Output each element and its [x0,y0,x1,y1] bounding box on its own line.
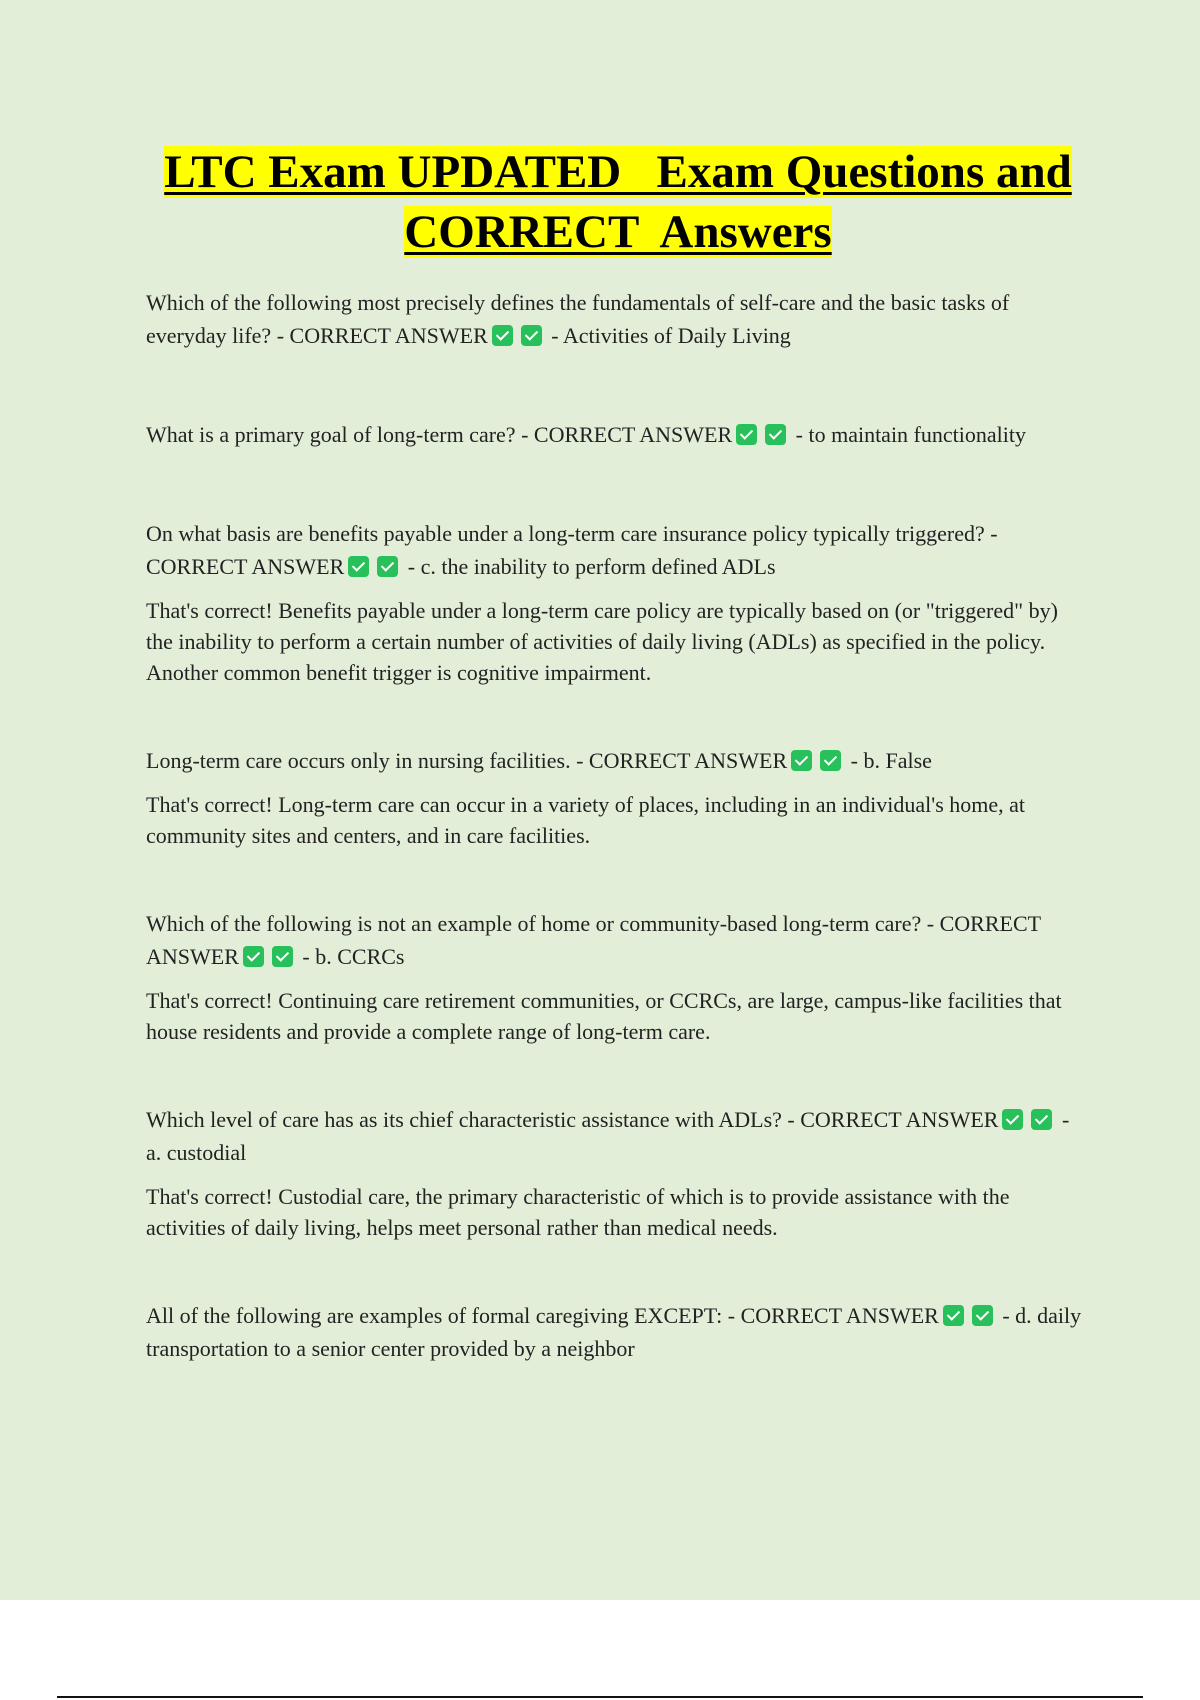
qa-question [146,286,1090,352]
correct-answer-marker: CORRECT ANSWER [588,748,788,773]
answer-text: - Activities of Daily Living [545,323,791,348]
title-line-2: CORRECT Answers [404,206,832,258]
answer-explanation: That's correct! Benefits payable under a long-term care policy are typically based on (or "triggered" by) the inability to perform a certain number of activities of daily living (ADLs) as specified in the policy. Another common benefit trigger is cognitive impairment. [146,598,1058,685]
question-text: All of the following are examples of formal caregiving EXCEPT: - [146,1303,741,1328]
qa-item-3 [146,517,1090,688]
answer-text: - b. False [845,748,932,773]
spacer [146,688,1090,744]
spacer [146,1047,1090,1103]
qa-question [146,517,1090,583]
check-mark-icon [377,556,398,577]
question-text: What is a primary goal of long-term care? - [146,422,534,447]
check-mark-icon [972,1305,993,1326]
spacer [146,451,1090,517]
answer-explanation: That's correct! Continuing care retirement communities, or CCRCs, are large, campus-like facilities that house residents and provide a complete range of long-term care. [146,988,1062,1044]
qa-item-7 [146,1299,1090,1365]
check-mark-icon [492,325,513,346]
answer-text: - b. CCRCs [296,944,405,969]
answer-text: - to maintain functionality [790,422,1026,447]
qa-question [146,418,1090,451]
title-line-1: LTC Exam UPDATED Exam Questions and [164,146,1072,198]
check-mark-icon [348,556,369,577]
question-text: Which of the following most precisely defines the fundamentals of self-care and the basic tasks of everyday life? - [146,290,1010,348]
question-text: On what basis are benefits payable under a long-term care insurance policy typically triggered? - [146,521,998,546]
spacer [146,1243,1090,1299]
document-content [146,142,1090,1365]
check-mark-icon [736,424,757,445]
check-mark-icon [943,1305,964,1326]
check-mark-icon [521,325,542,346]
qa-question [146,744,1090,777]
check-mark-icon [820,750,841,771]
spacer [146,851,1090,907]
spacer [146,352,1090,418]
qa-item-6 [146,1103,1090,1243]
qa-question [146,907,1090,973]
correct-answer-marker: CORRECT ANSWER [800,1107,999,1132]
check-mark-icon [791,750,812,771]
qa-item-1 [146,286,1090,352]
answer-explanation: That's correct! Custodial care, the primary characteristic of which is to provide assistance with the activities of daily living, helps meet personal rather than medical needs. [146,1184,1010,1240]
check-mark-icon [765,424,786,445]
check-mark-icon [1002,1109,1023,1130]
correct-answer-marker: CORRECT ANSWER [289,323,488,348]
check-mark-icon [1031,1109,1052,1130]
check-mark-icon [272,946,293,967]
correct-answer-marker: CORRECT ANSWER [146,554,345,579]
answer-text: - a. custodial [146,1107,1070,1165]
qa-item-5 [146,907,1090,1047]
question-text: Long-term care occurs only in nursing facilities. - [146,748,589,773]
qa-item-2 [146,418,1090,451]
check-mark-icon [243,946,264,967]
answer-text: - d. daily transportation to a senior center provided by a neighbor [146,1303,1082,1361]
qa-item-4 [146,744,1090,851]
correct-answer-marker: CORRECT ANSWER [533,422,733,447]
question-text: Which level of care has as its chief characteristic assistance with ADLs? - [146,1107,801,1132]
answer-explanation: That's correct! Long-term care can occur in a variety of places, including in an individual's home, at community sites and centers, and in care facilities. [146,792,1026,848]
correct-answer-marker: CORRECT ANSWER [740,1303,939,1328]
qa-question [146,1103,1090,1169]
question-text: Which of the following is not an example of home or community-based long-term care? - [146,911,940,936]
answer-text: - c. the inability to perform defined ADLs [402,554,776,579]
footer-divider [57,1696,1143,1698]
qa-question [146,1299,1090,1365]
document-title [146,142,1090,262]
correct-answer-marker: CORRECT ANSWER [146,911,1041,969]
